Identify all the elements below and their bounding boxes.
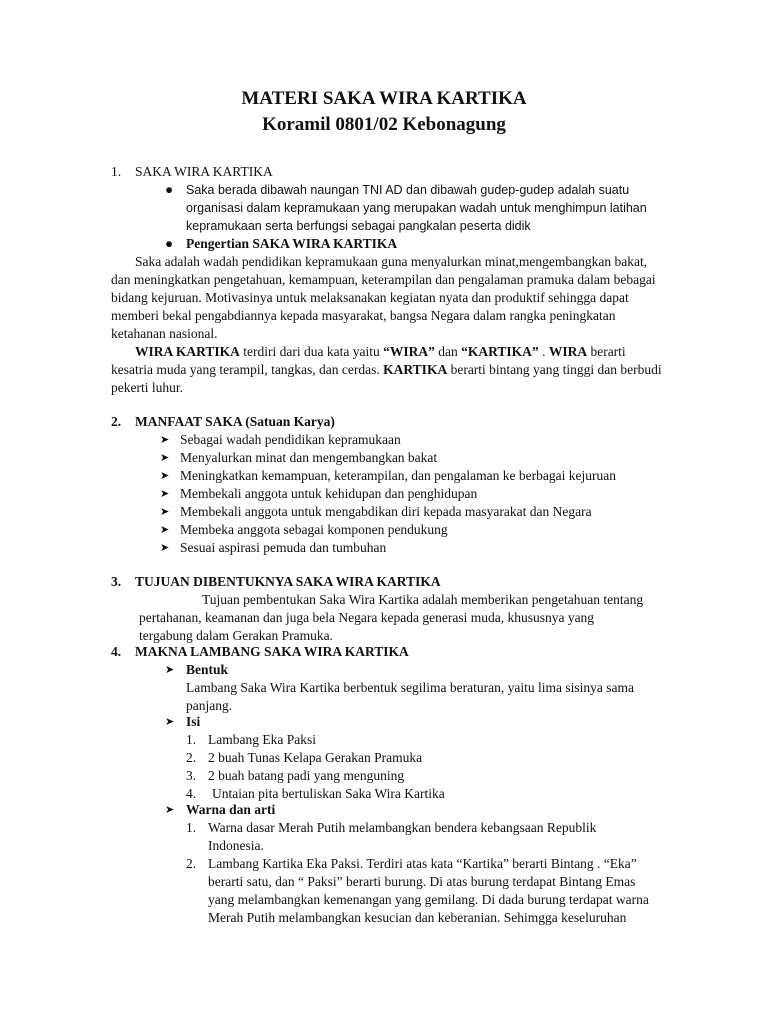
wira-kartika-line-1 <box>135 343 626 361</box>
arrow-bullet-icon: ➤ <box>160 506 170 518</box>
s1-bullet1-line: Saka berada dibawah naungan TNI AD dan dibawah gudep-gudep adalah suatu <box>186 183 630 197</box>
document-title: MATERI SAKA WIRA KARTIKA <box>241 88 527 109</box>
bold-term: “KARTIKA” <box>461 344 539 359</box>
warna-item-line: Indonesia. <box>208 838 264 853</box>
warna-heading: Warna dan arti <box>186 802 276 817</box>
isi-item-number: 2. <box>186 750 197 765</box>
isi-item-text: Untaian pita bertuliskan Saka Wira Kartika <box>212 786 445 801</box>
document-subtitle: Koramil 0801/02 Kebonagung <box>262 114 506 135</box>
isi-item-number: 3. <box>186 768 197 783</box>
text-run: kesatria muda yang terampil, tangkas, dan cerdas. <box>111 362 384 377</box>
bold-term: WIRA <box>548 344 588 359</box>
section-2-number: 2. <box>111 414 122 429</box>
s2-list-item: Sesuai aspirasi pemuda dan tumbuhan <box>180 540 387 555</box>
arrow-bullet-icon: ➤ <box>160 470 170 482</box>
s3-paragraph-line: Tujuan pembentukan Saka Wira Kartika adalah memberikan pengetahuan tentang <box>202 592 644 607</box>
text-run: berarti <box>587 344 626 359</box>
arrow-bullet-icon: ➤ <box>165 664 175 676</box>
warna-item-number: 1. <box>186 820 197 835</box>
s1-paragraph-line: ketahanan nasional. <box>111 326 218 341</box>
s2-list-item: Menyalurkan minat dan mengembangkan bakat <box>180 450 438 465</box>
warna-item-line: Warna dasar Merah Putih melambangkan bendera kebangsaan Republik <box>208 820 597 835</box>
bullet-dot-icon: ● <box>165 236 174 251</box>
s2-list-item: Membekali anggota untuk mengabdikan diri kepada masyarakat dan Negara <box>180 504 592 519</box>
wira-kartika-line-2 <box>111 361 662 379</box>
s1-paragraph-line: bidang kejuruan. Motivasinya untuk melaksanakan kegiatan nyata dan produktif sehingga dapat <box>111 290 629 305</box>
arrow-bullet-icon: ➤ <box>160 488 170 500</box>
s3-paragraph-line: tergabung dalam Gerakan Pramuka. <box>139 628 333 643</box>
section-4-number: 4. <box>111 644 122 659</box>
warna-item-line: berarti satu, dan “ Paksi” berarti burung. Di atas burung terdapat Bintang Emas <box>208 874 636 889</box>
arrow-bullet-icon: ➤ <box>160 524 170 536</box>
s3-paragraph-line: pertahanan, keamanan dan juga bela Negara kepada generasi muda, khususnya yang <box>139 610 595 625</box>
s1-bullet1-line: kepramukaan serta berfungsi sebagai pangkalan peserta didik <box>186 219 531 233</box>
arrow-bullet-icon: ➤ <box>160 452 170 464</box>
s2-list-item: Meningkatkan kemampuan, keterampilan, dan pengalaman ke berbagai kejuruan <box>180 468 616 483</box>
text-run: dan <box>434 344 462 359</box>
warna-item-line: yang melambangkan kemenangan yang gemilang. Di dada burung terdapat warna <box>208 892 649 907</box>
warna-item-number: 2. <box>186 856 197 871</box>
section-3-number: 3. <box>111 574 122 589</box>
section-4-heading: MAKNA LAMBANG SAKA WIRA KARTIKA <box>135 644 409 659</box>
bentuk-line: Lambang Saka Wira Kartika berbentuk segilima beraturan, yaitu lima sisinya sama <box>186 680 634 695</box>
arrow-bullet-icon: ➤ <box>165 716 175 728</box>
isi-item-text: 2 buah Tunas Kelapa Gerakan Pramuka <box>208 750 423 765</box>
warna-item-line: Lambang Kartika Eka Paksi. Terdiri atas kata “Kartika” berarti Bintang . “Eka” <box>208 856 637 871</box>
isi-item-text: Lambang Eka Paksi <box>208 732 316 747</box>
bullet-dot-icon: ● <box>165 182 174 197</box>
s2-list-item: Membekali anggota untuk kehidupan dan penghidupan <box>180 486 478 501</box>
s1-paragraph-line: Saka adalah wadah pendidikan kepramukaan guna menyalurkan minat,mengembangkan bakat, <box>135 254 648 269</box>
text-run: berarti bintang yang tinggi dan berbudi <box>447 362 662 377</box>
arrow-bullet-icon: ➤ <box>160 434 170 446</box>
section-2-heading: MANFAAT SAKA (Satuan Karya) <box>135 414 335 429</box>
wira-kartika-line-3: pekerti luhur. <box>111 380 183 395</box>
warna-item-line: Merah Putih melambangkan kesucian dan keberanian. Sehimgga keseluruhan <box>208 910 627 925</box>
bold-term: “WIRA” <box>383 344 435 359</box>
section-3-heading: TUJUAN DIBENTUKNYA SAKA WIRA KARTIKA <box>135 574 441 589</box>
bold-term: KARTIKA <box>383 362 448 377</box>
isi-item-text: 2 buah batang padi yang menguning <box>208 768 405 783</box>
s1-paragraph-line: dan meningkatkan pengetahuan, kemampuan, keterampilan dan pengalaman pramuka dalam bebagai <box>111 272 656 287</box>
arrow-bullet-icon: ➤ <box>160 542 170 554</box>
isi-item-number: 4. <box>186 786 197 801</box>
s1-paragraph-line: memberi bekal pengabdiannya kepada masyarakat, bangsa Negara dalam rangka peningkatan <box>111 308 616 323</box>
isi-item-number: 1. <box>186 732 197 747</box>
bold-term: WIRA KARTIKA <box>135 344 240 359</box>
text-run: terdiri dari dua kata yaitu <box>239 344 384 359</box>
s2-list-item: Sebagai wadah pendidikan kepramukaan <box>180 432 401 447</box>
bentuk-line: panjang. <box>186 698 233 713</box>
text-run: . <box>538 344 549 359</box>
s2-list-item: Membeka anggota sebagai komponen pendukung <box>180 522 448 537</box>
s1-bullet2-heading: Pengertian SAKA WIRA KARTIKA <box>186 236 398 251</box>
section-1-number: 1. <box>111 164 122 179</box>
bentuk-heading: Bentuk <box>186 662 229 677</box>
s1-bullet1-line: organisasi dalam kepramukaan yang merupakan wadah untuk menghimpun latihan <box>186 201 647 215</box>
isi-heading: Isi <box>186 714 201 729</box>
section-1-heading: SAKA WIRA KARTIKA <box>135 164 273 179</box>
arrow-bullet-icon: ➤ <box>165 804 175 816</box>
